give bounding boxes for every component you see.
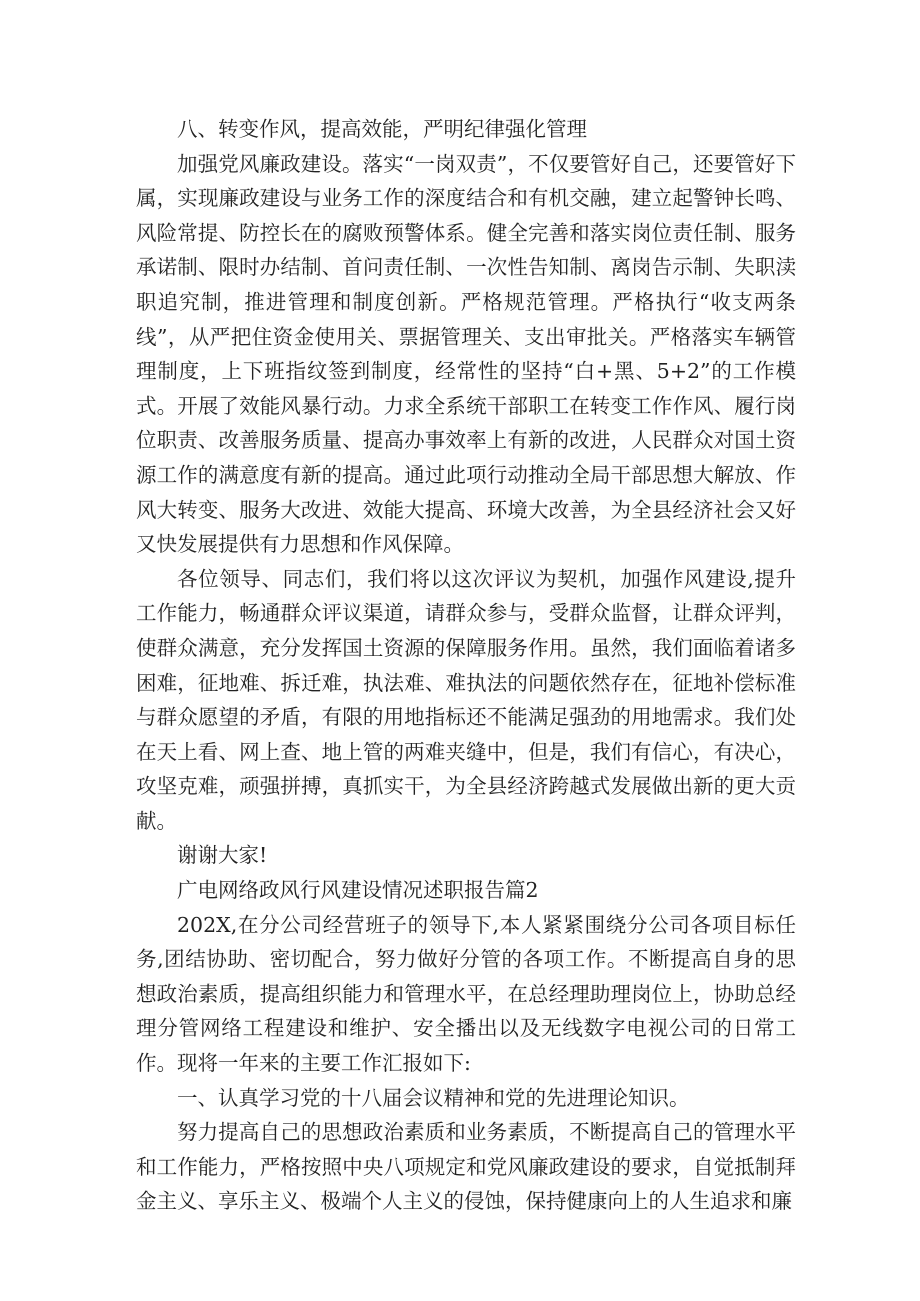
closing-paragraph: 各位领导、同志们，我们将以这次评议为契机，加强作风建设,提升工作能力，畅通群众评议渠道，请群众参与，受群众监督，让群众评判，使群众满意，充分发挥国土资源的保障服务作用。虽然，我们面临着诸多困难，征地难、拆迁难，执法难、难执法的问题依然存在，征地补偿标准与群众愿望的矛盾，有限的用地指标还不能满足强劲的用地需求。我们处在天上看、网上查、地上管的两难夹缝中，但是，我们有信心，有决心，攻坚克难，顽强拼搏，真抓实干，为全县经济跨越式发展做出新的更大贡献。	[136, 566, 796, 833]
report-2-section-1-body: 努力提高自己的思想政治素质和业务素质，不断提高自己的管理水平和工作能力，严格按照中央八项规定和党风廉政建设的要求，自觉抵制拜金主义、享乐主义、极端个人主义的侵蚀，保持健康向上的人生追求和廉	[136, 1120, 796, 1214]
section-8-body: 加强党风廉政建设。落实“一岗双责”，不仅要管好自己，还要管好下属，实现廉政建设与业务工作的深度结合和有机交融，建立起警钟长鸣、风险常提、防控长在的腐败预警体系。健全完善和落实岗位责任制、服务承诺制、限时办结制、首问责任制、一次性告知制、离岗告示制、失职渎职追究制，推进管理和制度创新。严格规范管理。严格执行“收支两条线”，从严把住资金使用关、票据管理关、支出审批关。严格落实车辆管理制度，上下班指纹签到制度，经常性的坚持“白+黑、5+2”的工作模式。开展了效能风暴行动。力求全系统干部职工在转变工作作风、履行岗位职责、改善服务质量、提高办事效率上有新的改进，人民群众对国土资源工作的满意度有新的提高。通过此项行动推动全局干部思想大解放、作风大转变、服务大改进、效能大提高、环境大改善，为全县经济社会又好又快发展提供有力思想和作风保障。	[136, 151, 796, 557]
report-2-section-1-heading: 一、认真学习党的十八届会议精神和党的先进理论知识。	[177, 1085, 690, 1110]
section-8-heading: 八、转变作风，提高效能，严明纪律强化管理	[177, 117, 587, 141]
thanks-line: 谢谢大家!	[177, 843, 268, 868]
report-2-title: 广电网络政风行风建设情况述职报告篇2	[177, 878, 539, 903]
report-2-intro: 202X,在分公司经营班子的领导下,本人紧紧围绕分公司各项目标任务,团结协助、密切配合，努力做好分管的各项工作。不断提高自身的思想政治素质，提高组织能力和管理水平，在总经理助理岗位上，协助总经理分管网络工程建设和维护、安全播出以及无线数字电视公司的日常工作。现将一年来的主要工作汇报如下:	[136, 912, 796, 1076]
document-page	[136, 112, 796, 1219]
